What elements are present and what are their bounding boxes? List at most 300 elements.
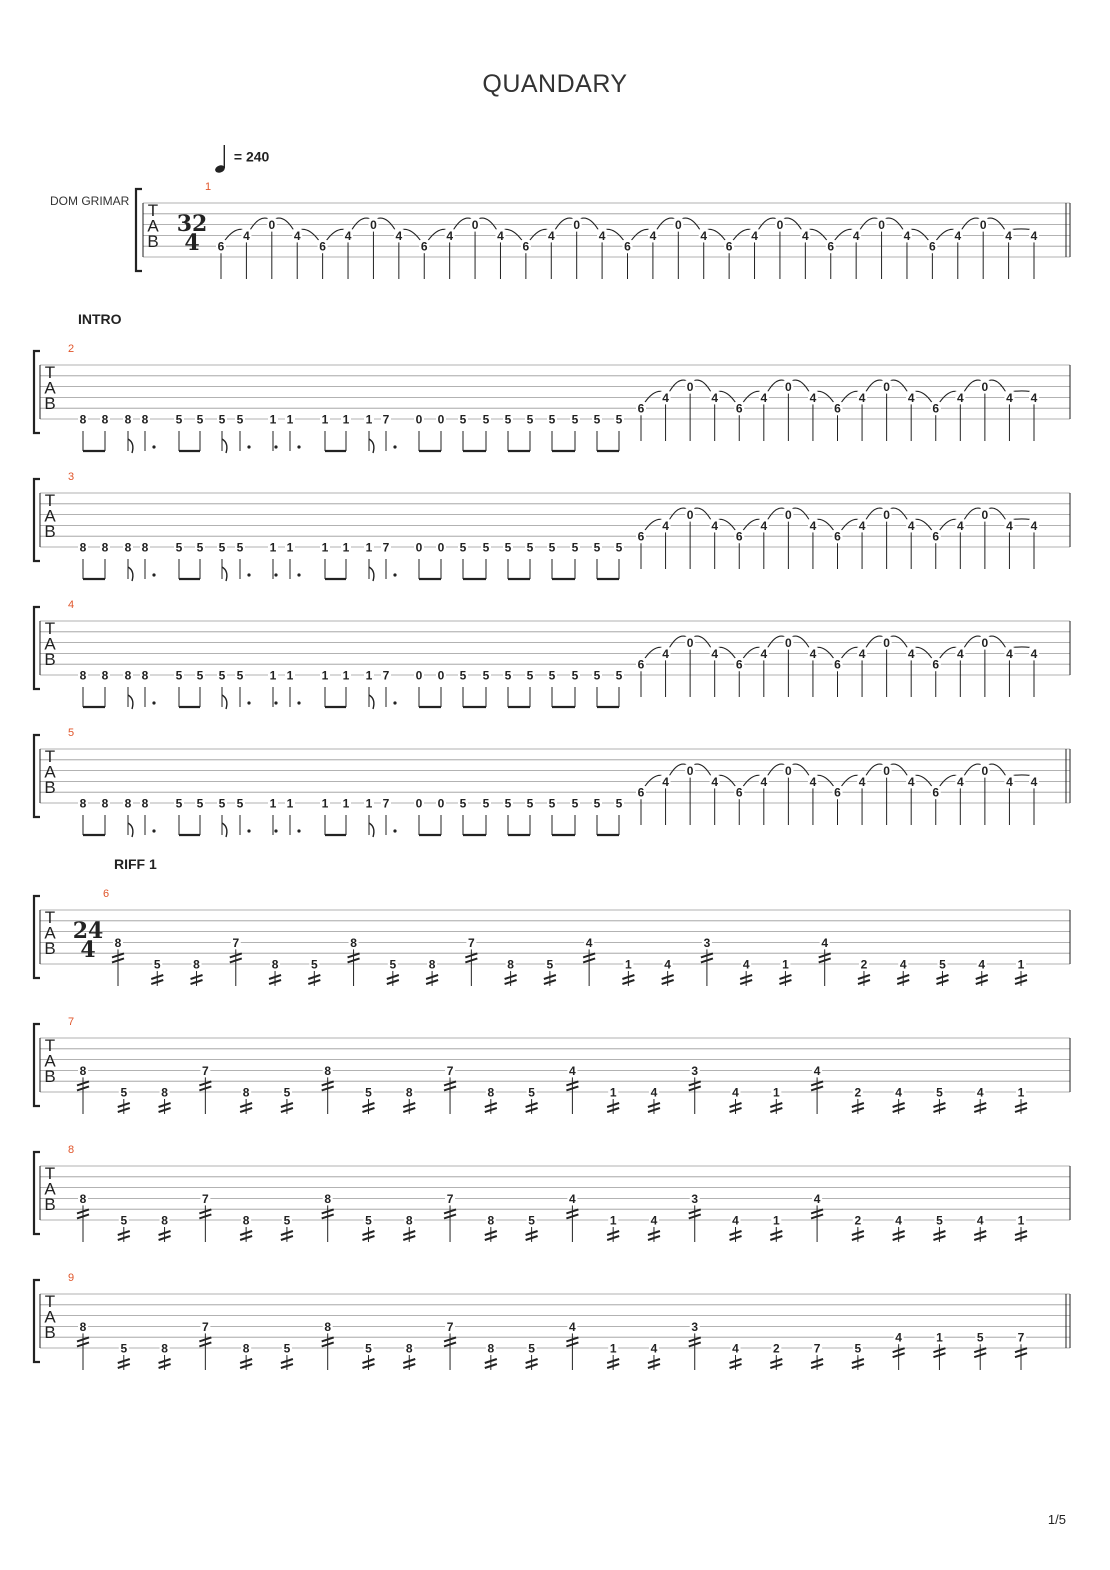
system-bracket xyxy=(34,1152,40,1234)
slur-arc xyxy=(403,229,420,240)
tab-clef-letter: B xyxy=(44,522,56,541)
fret-number: 4 xyxy=(650,1213,658,1228)
fret-number: 5 xyxy=(976,1330,984,1345)
fret-number: 4 xyxy=(858,518,866,533)
fret-number: 5 xyxy=(196,668,204,683)
fret-number: 7 xyxy=(202,1319,209,1334)
fret-number: 5 xyxy=(504,668,512,683)
tab-clef-letter: B xyxy=(44,1323,56,1342)
fret-number: 5 xyxy=(571,540,579,555)
fret-number: 8 xyxy=(79,1191,87,1206)
slur-arc xyxy=(866,636,883,647)
fret-number: 5 xyxy=(526,796,534,811)
augmentation-dot xyxy=(274,573,277,576)
fret-number: 3 xyxy=(691,1319,699,1334)
fret-number: 5 xyxy=(615,412,623,427)
fret-number: 0 xyxy=(785,764,792,779)
slur-arc xyxy=(891,764,908,775)
fret-number: 4 xyxy=(547,228,555,243)
note-flag xyxy=(369,695,374,709)
note-flag xyxy=(128,695,133,709)
fret-number: 5 xyxy=(389,957,397,972)
fret-number: 8 xyxy=(271,957,279,972)
fret-number: 8 xyxy=(242,1085,250,1100)
slur-arc xyxy=(645,775,662,786)
slur-arc xyxy=(891,636,908,647)
fret-number: 8 xyxy=(79,1319,87,1334)
system-bracket xyxy=(34,479,40,561)
augmentation-dot xyxy=(274,701,277,704)
slur-arc xyxy=(940,519,957,530)
fret-number: 7 xyxy=(202,1063,209,1078)
fret-number: 8 xyxy=(124,412,132,427)
augmentation-dot xyxy=(152,829,155,832)
instrument-name: DOM GRIMAR xyxy=(50,194,130,208)
fret-number: 4 xyxy=(650,1085,658,1100)
page-number: 1/5 xyxy=(1047,1512,1066,1527)
fret-number: 1 xyxy=(1017,1085,1025,1100)
fret-number: 7 xyxy=(202,1191,209,1206)
bar-number: 6 xyxy=(103,888,110,900)
slur-arc xyxy=(670,380,687,391)
fret-number: 0 xyxy=(686,380,694,395)
fret-number: 4 xyxy=(907,518,915,533)
fret-number: 0 xyxy=(883,508,890,523)
fret-number: 4 xyxy=(243,228,250,243)
slur-arc xyxy=(792,764,809,775)
fret-number: 4 xyxy=(899,957,907,972)
fret-number: 5 xyxy=(936,1085,943,1100)
fret-number: 7 xyxy=(1017,1330,1025,1345)
slur-arc xyxy=(891,508,908,519)
fret-number: 4 xyxy=(809,646,817,661)
song-title: QUANDARY xyxy=(482,70,628,98)
slur-arc xyxy=(377,218,394,229)
slur-arc xyxy=(670,636,687,647)
fret-number: 4 xyxy=(976,1213,984,1228)
fret-number: 1 xyxy=(269,668,277,683)
fret-number: 0 xyxy=(471,218,479,233)
slur-arc xyxy=(940,391,957,402)
augmentation-dot xyxy=(247,573,250,576)
slur-arc xyxy=(964,636,981,647)
note-flag xyxy=(369,567,374,581)
fret-number: 6 xyxy=(834,785,841,800)
fret-number: 8 xyxy=(141,540,149,555)
fret-number: 0 xyxy=(981,636,989,651)
slur-arc xyxy=(670,764,687,775)
fret-number: 4 xyxy=(1030,646,1038,661)
fret-number: 4 xyxy=(711,774,719,789)
slur-arc xyxy=(915,519,932,530)
fret-number: 0 xyxy=(415,796,423,811)
fret-number: 5 xyxy=(175,540,183,555)
fret-number: 2 xyxy=(854,1213,862,1228)
slur-arc xyxy=(301,229,318,240)
tab-clef-letter: B xyxy=(44,939,56,958)
fret-number: 5 xyxy=(939,957,946,972)
system-bracket xyxy=(34,896,40,978)
fret-number: 1 xyxy=(625,957,632,972)
fret-number: 5 xyxy=(571,412,579,427)
fret-number: 4 xyxy=(802,228,809,243)
fret-number: 4 xyxy=(956,646,964,661)
fret-number: 2 xyxy=(772,1341,780,1356)
slur-arc xyxy=(1013,519,1030,520)
fret-number: 1 xyxy=(342,796,350,811)
slur-arc xyxy=(866,764,883,775)
slur-arc xyxy=(940,647,957,658)
fret-number: 1 xyxy=(365,412,373,427)
slur-arc xyxy=(479,218,496,229)
slur-arc xyxy=(936,229,953,240)
slur-arc xyxy=(733,229,750,240)
fret-number: 7 xyxy=(382,668,390,683)
tab-clef-letter: T xyxy=(44,491,56,510)
fret-number: 5 xyxy=(615,796,623,811)
bar-number: 4 xyxy=(68,599,75,611)
fret-number: 0 xyxy=(686,764,694,779)
tab-clef-letter: A xyxy=(44,923,56,943)
slur-arc xyxy=(1013,229,1030,230)
slur-arc xyxy=(842,519,859,530)
slur-arc xyxy=(743,775,760,786)
fret-number: 5 xyxy=(175,412,183,427)
fret-number: 1 xyxy=(609,1213,617,1228)
fret-number: 1 xyxy=(342,668,350,683)
fret-number: 4 xyxy=(569,1063,576,1078)
slur-arc xyxy=(964,508,981,519)
fret-number: 8 xyxy=(324,1063,332,1078)
bar-number: 5 xyxy=(68,727,75,739)
fret-number: 4 xyxy=(569,1191,576,1206)
fret-number: 5 xyxy=(528,1341,535,1356)
fret-number: 5 xyxy=(546,957,554,972)
slur-arc xyxy=(530,229,547,240)
fret-number: 5 xyxy=(548,412,556,427)
fret-number: 1 xyxy=(609,1085,617,1100)
fret-number: 0 xyxy=(415,412,423,427)
fret-number: 4 xyxy=(711,646,719,661)
fret-number: 1 xyxy=(286,540,294,555)
fret-number: 4 xyxy=(760,774,768,789)
fret-number: 8 xyxy=(161,1341,168,1356)
fret-number: 5 xyxy=(548,668,556,683)
fret-number: 4 xyxy=(954,228,962,243)
fret-number: 5 xyxy=(175,796,183,811)
tab-clef-letter: T xyxy=(44,1164,56,1183)
fret-number: 0 xyxy=(415,540,423,555)
fret-number: 6 xyxy=(834,529,841,544)
fret-number: 5 xyxy=(482,412,490,427)
fret-number: 1 xyxy=(365,796,373,811)
augmentation-dot xyxy=(297,573,300,576)
fret-number: 3 xyxy=(691,1191,699,1206)
system-bracket xyxy=(34,735,40,817)
fret-number: 4 xyxy=(1006,646,1013,661)
tab-clef-letter: A xyxy=(44,1179,56,1199)
fret-number: 1 xyxy=(321,668,329,683)
fret-number: 1 xyxy=(286,796,294,811)
fret-number: 5 xyxy=(459,412,467,427)
fret-number: 5 xyxy=(854,1341,862,1356)
fret-number: 7 xyxy=(382,412,390,427)
slur-arc xyxy=(817,647,834,658)
fret-number: 4 xyxy=(664,957,671,972)
fret-number: 4 xyxy=(809,518,817,533)
fret-number: 1 xyxy=(772,1085,780,1100)
fret-number: 8 xyxy=(487,1085,495,1100)
fret-number: 5 xyxy=(236,668,244,683)
augmentation-dot xyxy=(152,701,155,704)
slur-arc xyxy=(606,229,623,240)
slur-arc xyxy=(860,218,877,229)
fret-number: 6 xyxy=(827,239,835,254)
fret-number: 5 xyxy=(120,1085,128,1100)
fret-number: 4 xyxy=(858,774,866,789)
fret-number: 4 xyxy=(907,774,915,789)
slur-arc xyxy=(454,218,471,229)
fret-number: 2 xyxy=(854,1085,862,1100)
fret-number: 4 xyxy=(732,1085,739,1100)
system-bracket xyxy=(34,1024,40,1106)
fret-number: 6 xyxy=(932,401,940,416)
fret-number: 8 xyxy=(405,1341,413,1356)
fret-number: 8 xyxy=(141,412,149,427)
fret-number: 5 xyxy=(459,668,467,683)
fret-number: 4 xyxy=(1030,390,1038,405)
fret-number: 7 xyxy=(446,1063,454,1078)
slur-arc xyxy=(670,508,687,519)
fret-number: 4 xyxy=(585,935,593,950)
bar-number: 9 xyxy=(68,1272,75,1284)
fret-number: 4 xyxy=(809,390,817,405)
fret-number: 8 xyxy=(79,412,87,427)
fret-number: 4 xyxy=(907,646,915,661)
fret-number: 4 xyxy=(978,957,986,972)
fret-number: 5 xyxy=(571,796,579,811)
slur-arc xyxy=(817,391,834,402)
fret-number: 5 xyxy=(526,668,534,683)
fret-number: 4 xyxy=(813,1191,821,1206)
fret-number: 4 xyxy=(903,228,911,243)
slur-arc xyxy=(768,636,785,647)
fret-number: 6 xyxy=(624,239,631,254)
fret-number: 4 xyxy=(858,646,866,661)
fret-number: 6 xyxy=(929,239,936,254)
fret-number: 5 xyxy=(218,668,226,683)
bar-number: 8 xyxy=(68,1144,75,1156)
slur-arc xyxy=(632,229,649,240)
fret-number: 8 xyxy=(101,668,109,683)
tab-clef-letter: A xyxy=(147,216,159,236)
fret-number: 5 xyxy=(120,1341,128,1356)
fret-number: 8 xyxy=(507,957,514,972)
fret-number: 0 xyxy=(437,412,445,427)
fret-number: 6 xyxy=(725,239,733,254)
fret-number: 4 xyxy=(662,646,669,661)
fret-number: 5 xyxy=(283,1341,291,1356)
fret-number: 5 xyxy=(196,796,204,811)
augmentation-dot xyxy=(152,573,155,576)
fret-number: 5 xyxy=(196,412,204,427)
fret-number: 8 xyxy=(324,1191,332,1206)
fret-number: 8 xyxy=(79,1063,87,1078)
fret-number: 4 xyxy=(293,228,301,243)
fret-number: 4 xyxy=(650,1341,658,1356)
fret-number: 4 xyxy=(895,1085,902,1100)
tab-clef-letter: A xyxy=(44,506,56,526)
fret-number: 6 xyxy=(217,239,225,254)
tab-clef-letter: T xyxy=(44,908,56,927)
fret-number: 1 xyxy=(269,796,277,811)
fret-number: 6 xyxy=(932,657,940,672)
fret-number: 0 xyxy=(437,540,445,555)
fret-number: 8 xyxy=(124,668,132,683)
system-bracket xyxy=(136,189,142,271)
fret-number: 5 xyxy=(593,796,601,811)
slur-arc xyxy=(743,391,760,402)
slur-arc xyxy=(989,636,1006,647)
fret-number: 4 xyxy=(662,774,669,789)
system-bracket xyxy=(34,1280,40,1362)
fret-number: 5 xyxy=(504,540,512,555)
fret-number: 4 xyxy=(858,390,866,405)
fret-number: 1 xyxy=(321,412,329,427)
slur-arc xyxy=(1013,775,1030,776)
fret-number: 6 xyxy=(319,239,326,254)
fret-number: 8 xyxy=(124,796,132,811)
slur-arc xyxy=(352,218,369,229)
fret-number: 8 xyxy=(487,1341,495,1356)
fret-number: 4 xyxy=(732,1341,739,1356)
slur-arc xyxy=(835,229,852,240)
fret-number: 4 xyxy=(662,390,669,405)
augmentation-dot xyxy=(297,701,300,704)
fret-number: 1 xyxy=(365,540,373,555)
fret-number: 6 xyxy=(932,529,940,544)
slur-arc xyxy=(891,380,908,391)
slur-arc xyxy=(964,764,981,775)
fret-number: 4 xyxy=(760,518,768,533)
slur-arc xyxy=(759,218,776,229)
slur-arc xyxy=(792,508,809,519)
fret-number: 4 xyxy=(895,1330,902,1345)
fret-number: 5 xyxy=(459,796,467,811)
fret-number: 1 xyxy=(1017,957,1025,972)
slur-arc xyxy=(694,380,711,391)
slur-arc xyxy=(250,218,267,229)
fret-number: 0 xyxy=(776,218,784,233)
augmentation-dot xyxy=(393,829,396,832)
fret-number: 8 xyxy=(141,668,149,683)
tab-clef-letter: T xyxy=(44,1292,56,1311)
slur-arc xyxy=(581,218,598,229)
fret-number: 5 xyxy=(283,1085,291,1100)
fret-number: 0 xyxy=(979,218,987,233)
tab-clef-letter: A xyxy=(44,634,56,654)
fret-number: 0 xyxy=(370,218,377,233)
fret-number: 8 xyxy=(161,1085,168,1100)
fret-number: 1 xyxy=(609,1341,617,1356)
fret-number: 5 xyxy=(365,1341,372,1356)
slur-arc xyxy=(866,380,883,391)
fret-number: 6 xyxy=(834,657,841,672)
fret-number: 5 xyxy=(365,1213,372,1228)
fret-number: 4 xyxy=(742,957,750,972)
slur-arc xyxy=(1013,391,1030,392)
fret-number: 1 xyxy=(321,796,329,811)
tab-clef-letter: T xyxy=(44,747,56,766)
fret-number: 4 xyxy=(821,935,829,950)
fret-number: 8 xyxy=(79,796,87,811)
tab-clef-letter: B xyxy=(147,232,159,251)
fret-number: 4 xyxy=(1030,774,1038,789)
fret-number: 1 xyxy=(321,540,329,555)
fret-number: 4 xyxy=(700,228,708,243)
fret-number: 7 xyxy=(813,1341,821,1356)
slur-arc xyxy=(645,647,662,658)
fret-number: 5 xyxy=(593,412,601,427)
fret-number: 5 xyxy=(365,1085,372,1100)
fret-number: 0 xyxy=(785,380,792,395)
slur-arc xyxy=(645,391,662,402)
fret-number: 5 xyxy=(548,540,556,555)
slur-arc xyxy=(842,391,859,402)
slur-arc xyxy=(989,764,1006,775)
fret-number: 5 xyxy=(528,1085,535,1100)
fret-number: 4 xyxy=(395,228,403,243)
augmentation-dot xyxy=(297,445,300,448)
fret-number: 8 xyxy=(101,412,109,427)
slur-arc xyxy=(327,229,344,240)
note-flag xyxy=(128,439,133,453)
slur-arc xyxy=(842,647,859,658)
fret-number: 3 xyxy=(691,1063,699,1078)
bar-number: 2 xyxy=(68,343,75,355)
fret-number: 4 xyxy=(1006,390,1013,405)
slur-arc xyxy=(555,218,572,229)
fret-number: 8 xyxy=(350,935,357,950)
fret-number: 0 xyxy=(981,380,989,395)
fret-number: 8 xyxy=(405,1085,413,1100)
section-label-intro: INTRO xyxy=(78,311,122,327)
slur-arc xyxy=(768,380,785,391)
slur-arc xyxy=(719,647,736,658)
fret-number: 8 xyxy=(324,1319,332,1334)
slur-arc xyxy=(682,218,699,229)
fret-number: 0 xyxy=(686,508,694,523)
fret-number: 8 xyxy=(405,1213,413,1228)
fret-number: 8 xyxy=(487,1213,495,1228)
slur-arc xyxy=(719,775,736,786)
fret-number: 1 xyxy=(269,540,277,555)
note-flag xyxy=(222,439,227,453)
fret-number: 4 xyxy=(662,518,669,533)
fret-number: 1 xyxy=(936,1330,943,1345)
slur-arc xyxy=(940,775,957,786)
slur-arc xyxy=(792,636,809,647)
fret-number: 5 xyxy=(936,1213,943,1228)
fret-number: 0 xyxy=(883,764,890,779)
fret-number: 0 xyxy=(415,668,423,683)
slur-arc xyxy=(911,229,928,240)
note-flag xyxy=(369,823,374,837)
tempo-value: = 240 xyxy=(233,148,270,165)
fret-number: 7 xyxy=(446,1319,454,1334)
fret-number: 0 xyxy=(981,764,989,779)
fret-number: 5 xyxy=(571,668,579,683)
